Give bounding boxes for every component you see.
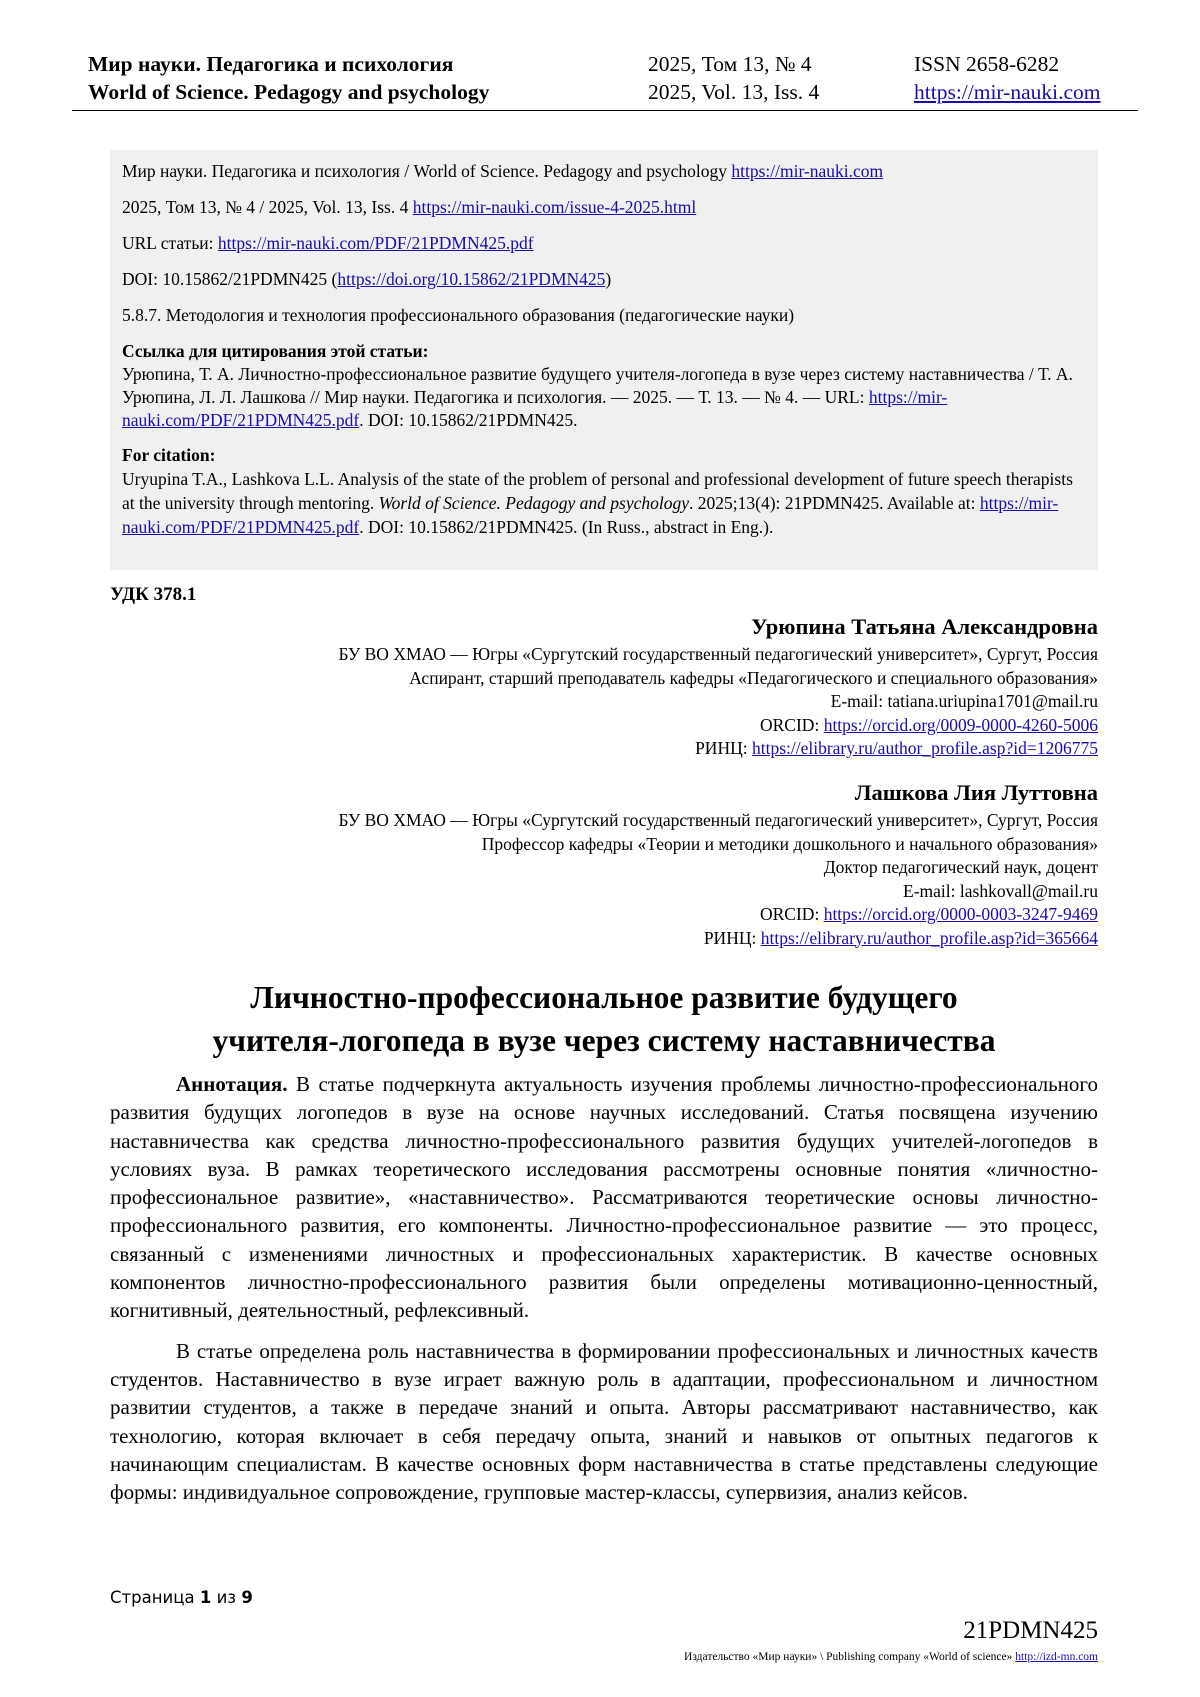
author-2-affiliation: БУ ВО ХМАО — Югры «Сургутский государственный педагогический университет», Сургут, Россия — [338, 810, 1098, 830]
cite-doi-label: DOI: 10.15862/21PDMN425 ( — [122, 269, 338, 289]
author-2-orcid — [338, 903, 1098, 927]
cite-journal-text: Мир науки. Педагогика и психология / World of Science. Pedagogy and psychology — [122, 161, 727, 181]
cite-doi-close: ) — [605, 269, 612, 289]
en-citation-mid: . 2025;13(4): 21PDMN425. Available at: — [689, 493, 976, 513]
author-2-orcid-link[interactable]: https://orcid.org/0000-0003-3247-9469 — [823, 904, 1098, 924]
author-1-rinc-label: РИНЦ: — [695, 738, 748, 758]
page-prefix: Страница — [110, 1588, 195, 1607]
author-1-orcid-link[interactable]: https://orcid.org/0009-0000-4260-5006 — [823, 714, 1098, 735]
ru-citation-tail: . DOI: 10.15862/21PDMN425. — [359, 410, 578, 430]
cite-issue-link[interactable]: https://mir-nauki.com/issue-4-2025.html — [412, 197, 697, 217]
author-1-rinc — [338, 737, 1098, 761]
en-citation — [122, 443, 1086, 539]
header-rule — [72, 110, 1138, 111]
cite-journal-link[interactable]: https://mir-nauki.com — [731, 161, 884, 181]
header-issn: ISSN 2658-6282 — [914, 52, 1060, 76]
cite-doi-link[interactable]: https://doi.org/10.15862/21PDMN425 — [337, 269, 606, 289]
article-id: 21PDMN425 — [963, 1617, 1098, 1644]
publisher-line — [684, 1651, 1098, 1663]
cite-article-url-link[interactable]: https://mir-nauki.com/PDF/21PDMN425.pdf — [217, 233, 534, 253]
cite-article-url-line — [122, 232, 1086, 255]
author-1-affiliation: БУ ВО ХМАО — Югры «Сургутский государственный педагогический университет», Сургут, Россия — [338, 644, 1098, 664]
abstract-label: Аннотация. — [176, 1072, 288, 1096]
abstract-p1-text: В статье подчеркнута актуальность изучения проблемы личностно-профессионального развития будущих логопедов в вузе на основе научных исследований. Статья посвящена изучению наставничества как средства личностно-профессионального развития будущих учителей-логопедов в условиях вуза. В рамках теоретического исследования рассмотрены основные понятия «личностно-профессиональное развитие», «наставничество». Рассматриваются теоретические основы личностно-профессионального развития, его компоненты. Личностно-профессиональное развитие — это процесс, связанный с изменениями личностных и профессиональных характеристик. В качестве основных компонентов личностно-профессионального развития были определены мотивационно-ценностный, когнитивный, деятельностный, рефлексивный. — [110, 1072, 1098, 1323]
author-1-position: Аспирант, старший преподаватель кафедры «Педагогического и специального образования» — [409, 667, 1098, 688]
author-1-orcid — [338, 714, 1098, 738]
author-block-1 — [338, 612, 1098, 761]
author-2-rinc-label: РИНЦ: — [703, 927, 757, 948]
author-1-email: E-mail: tatiana.uriupina1701@mail.ru — [830, 691, 1098, 711]
cite-journal-line — [122, 160, 1086, 183]
ru-citation — [122, 340, 1086, 432]
publisher-link[interactable]: http://izd-mn.com — [1015, 1651, 1098, 1663]
author-2-degree: Доктор педагогический наук, доцент — [823, 857, 1098, 877]
author-2-name: Лашкова Лия Луттовна — [854, 780, 1098, 805]
cite-issue-text: 2025, Том 13, № 4 / 2025, Vol. 13, Iss. 4 — [122, 197, 409, 217]
author-1-orcid-label: ORCID: — [760, 714, 820, 735]
header-issue — [648, 50, 819, 106]
en-citation-heading: For citation: — [122, 445, 216, 465]
en-citation-text: Uryupina T.A., Lashkova L.L. Analysis of the state of the problem of personal and professional development of future speech therapists at the university through mentoring. — [122, 469, 1073, 513]
header-journal-en: World of Science. Pedagogy and psychology — [88, 80, 490, 104]
author-2-email: E-mail: lashkovall@mail.ru — [903, 880, 1098, 901]
en-citation-journal: World of Science. Pedagogy and psychology — [378, 493, 690, 513]
author-1-rinc-link[interactable]: https://elibrary.ru/author_profile.asp?id=1206775 — [751, 738, 1098, 758]
header-issue-ru: 2025, Том 13, № 4 — [648, 52, 812, 76]
author-2-position: Профессор кафедры «Теории и методики дошкольного и начального образования» — [481, 833, 1098, 854]
author-block-2 — [338, 778, 1098, 950]
cite-doi-line — [122, 268, 1086, 291]
author-1-name: Урюпина Татьяна Александровна — [751, 614, 1098, 639]
header-journal-names — [88, 50, 489, 106]
ru-citation-heading: Ссылка для цитирования этой статьи: — [122, 341, 429, 361]
cite-article-url-label: URL статьи: — [122, 233, 214, 253]
author-2-orcid-label: ORCID: — [760, 904, 820, 924]
citation-box — [110, 150, 1098, 570]
page-total: 9 — [241, 1588, 253, 1607]
ru-citation-link[interactable]: https://mir-nauki.com/PDF/21PDMN425.pdf — [122, 387, 948, 430]
header-site-link[interactable]: https://mir-nauki.com — [914, 80, 1101, 104]
udk-code: УДК 378.1 — [110, 584, 197, 605]
abstract-paragraph-1 — [110, 1070, 1098, 1325]
running-header — [72, 50, 1138, 114]
header-issue-en: 2025, Vol. 13, Iss. 4 — [648, 80, 820, 104]
author-2-rinc — [338, 927, 1098, 951]
abstract-paragraph-2: В статье определена роль наставничества в формировании профессиональных и личностных качеств студентов. Наставничество в вузе играет важную роль в адаптации, профессиональном и личностном развитии студентов, а также в передаче знаний и опыта. Авторы рассматривают наставничество, как технологию, которая включает в себя передачу опыта, знаний и навыков от опытных педагогов к начинающим специалистам. В качестве основных форм наставничества в статье представлены следующие формы: индивидуальное сопровождение, групповые мастер-классы, супервизия, анализ кейсов. — [110, 1338, 1098, 1505]
author-2-rinc-link[interactable]: https://elibrary.ru/author_profile.asp?id=365664 — [760, 927, 1098, 948]
en-citation-tail: . DOI: 10.15862/21PDMN425. (In Russ., abstract in Eng.). — [359, 517, 774, 537]
article-title-line-2: учителя-логопеда в вузе через систему наставничества — [212, 1023, 996, 1058]
abstract — [110, 1070, 1098, 1518]
publisher-text: Издательство «Мир науки» \ Publishing company «World of science» — [684, 1651, 1013, 1663]
cite-issue-line — [122, 196, 1086, 219]
header-issn-site — [914, 50, 1100, 106]
page-current: 1 — [199, 1588, 212, 1607]
page-of: из — [216, 1588, 237, 1607]
page-number — [110, 1588, 253, 1607]
header-journal-ru: Мир науки. Педагогика и психология — [88, 52, 454, 76]
cite-specialty: 5.8.7. Методология и технология профессионального образования (педагогические науки) — [122, 305, 795, 325]
en-citation-link[interactable]: https://mir-nauki.com/PDF/21PDMN425.pdf — [122, 493, 1059, 537]
article-title-line-1: Личностно-профессиональное развитие будущего — [250, 980, 958, 1015]
article-title — [110, 976, 1098, 1062]
ru-citation-text: Урюпина, Т. А. Личностно-профессиональное развитие будущего учителя-логопеда в вузе через систему наставничества / Т. А. Урюпина, Л. Л. Лашкова // Мир науки. Педагогика и психология. — 2025. — Т. 13. — № 4. — URL: — [122, 364, 1073, 407]
